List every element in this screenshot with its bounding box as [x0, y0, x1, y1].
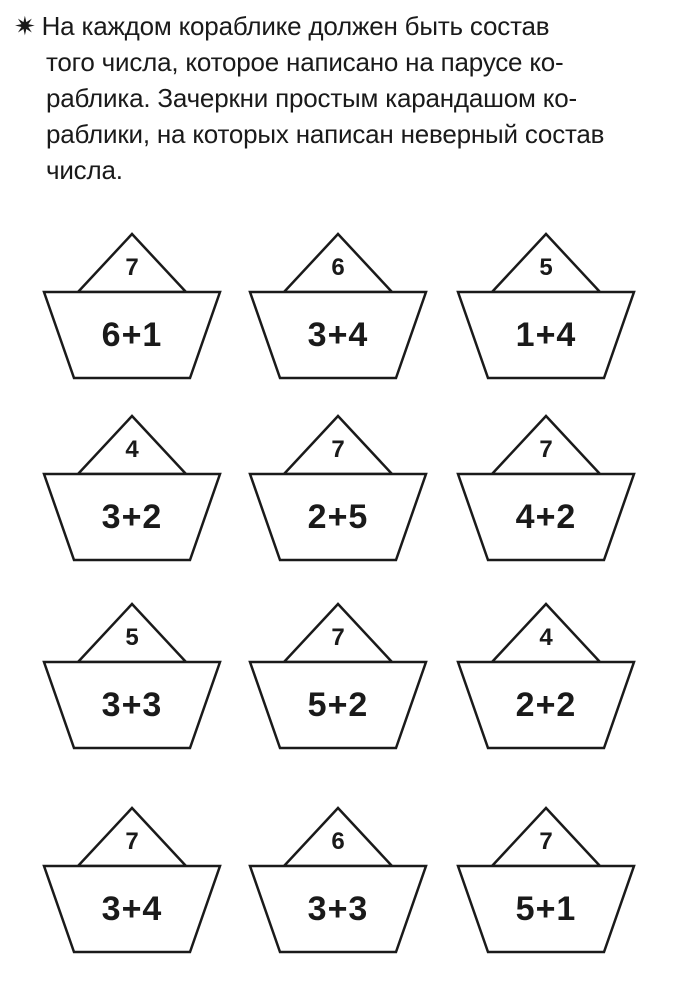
hull-expression: 6+1: [101, 316, 163, 354]
boat[interactable]: [454, 806, 638, 956]
instruction-line-1: ✷ На каждом кораблике должен быть состав: [14, 8, 664, 44]
instruction-line-2: того числа, которое написано на парусе ко-: [46, 47, 564, 77]
sail-number: 7: [331, 436, 345, 463]
sail-number: 7: [125, 254, 139, 281]
sail-number: 7: [539, 828, 553, 855]
hull-expression: 2+5: [307, 498, 369, 536]
hull-expression: 3+4: [101, 890, 163, 928]
sail-number: 7: [331, 624, 345, 651]
boat[interactable]: [40, 232, 224, 382]
instruction-line-4: раблики, на которых написан неверный состав: [46, 119, 605, 149]
hull-expression: 5+1: [515, 890, 577, 928]
sail-number: 6: [331, 254, 345, 281]
instructions: [14, 8, 664, 188]
boat[interactable]: [40, 602, 224, 752]
boat[interactable]: [454, 232, 638, 382]
sail-number: 4: [539, 624, 553, 651]
hull-expression: 3+3: [307, 890, 369, 928]
sail-number: 6: [331, 828, 345, 855]
hull-expression: 2+2: [515, 686, 577, 724]
sail-number: 5: [125, 624, 139, 651]
hull-expression: 3+4: [307, 316, 369, 354]
sail-number: 7: [125, 828, 139, 855]
boat[interactable]: [454, 602, 638, 752]
hull-expression: 3+2: [101, 498, 163, 536]
sail-number: 5: [539, 254, 553, 281]
boat[interactable]: [246, 806, 430, 956]
hull-expression: 1+4: [515, 316, 577, 354]
hull-expression: 3+3: [101, 686, 163, 724]
boat[interactable]: [246, 602, 430, 752]
instruction-line-3: раблика. Зачеркни простым карандашом ко-: [46, 83, 577, 113]
boat[interactable]: [454, 414, 638, 564]
boat[interactable]: [40, 414, 224, 564]
asterisk-star-icon: ✷: [14, 11, 36, 41]
hull-expression: 5+2: [307, 686, 369, 724]
sail-number: 4: [125, 436, 139, 463]
hull-expression: 4+2: [515, 498, 577, 536]
boat[interactable]: [40, 806, 224, 956]
boat[interactable]: [246, 232, 430, 382]
sail-number: 7: [539, 436, 553, 463]
instruction-line-5: числа.: [46, 155, 123, 185]
boat[interactable]: [246, 414, 430, 564]
